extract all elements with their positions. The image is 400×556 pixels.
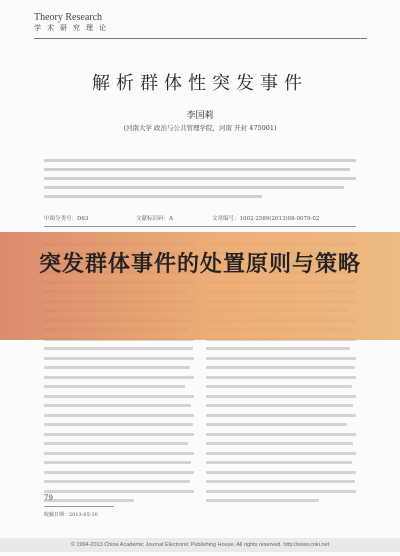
classification-number: 中图分类号：D63 [44, 216, 89, 222]
footnote: 收稿日期：2013-05-10 [44, 512, 98, 518]
journal-header [34, 10, 367, 40]
copyright-bar [0, 538, 400, 552]
journal-subtitle: 学术研究理论 [34, 24, 112, 32]
page-number: 79 [44, 494, 53, 502]
document-code: 文献标识码：A [136, 216, 173, 222]
abstract-block [44, 153, 356, 201]
header-rule [34, 38, 367, 39]
article-meta [44, 214, 356, 222]
author-affiliation: (河南大学 政治与公共管理学院，河南 开封 475001) [123, 124, 277, 132]
article-author: 李国莉 [186, 111, 214, 121]
copyright-text: © 1994-2013 China Academic Journal Electronic Publishing House. All rights reserved. http://www.cnki.net [70, 542, 330, 548]
article-number: 文章编号：1002-2589(2013)08-0079-02 [212, 216, 320, 222]
journal-name: Theory Research [34, 12, 103, 23]
article-title: 解析群体性突发事件 [92, 73, 308, 94]
footnote-rule [44, 506, 114, 507]
meta-divider [44, 226, 356, 227]
banner-title: 突发群体事件的处置原则与策略 [38, 252, 361, 277]
